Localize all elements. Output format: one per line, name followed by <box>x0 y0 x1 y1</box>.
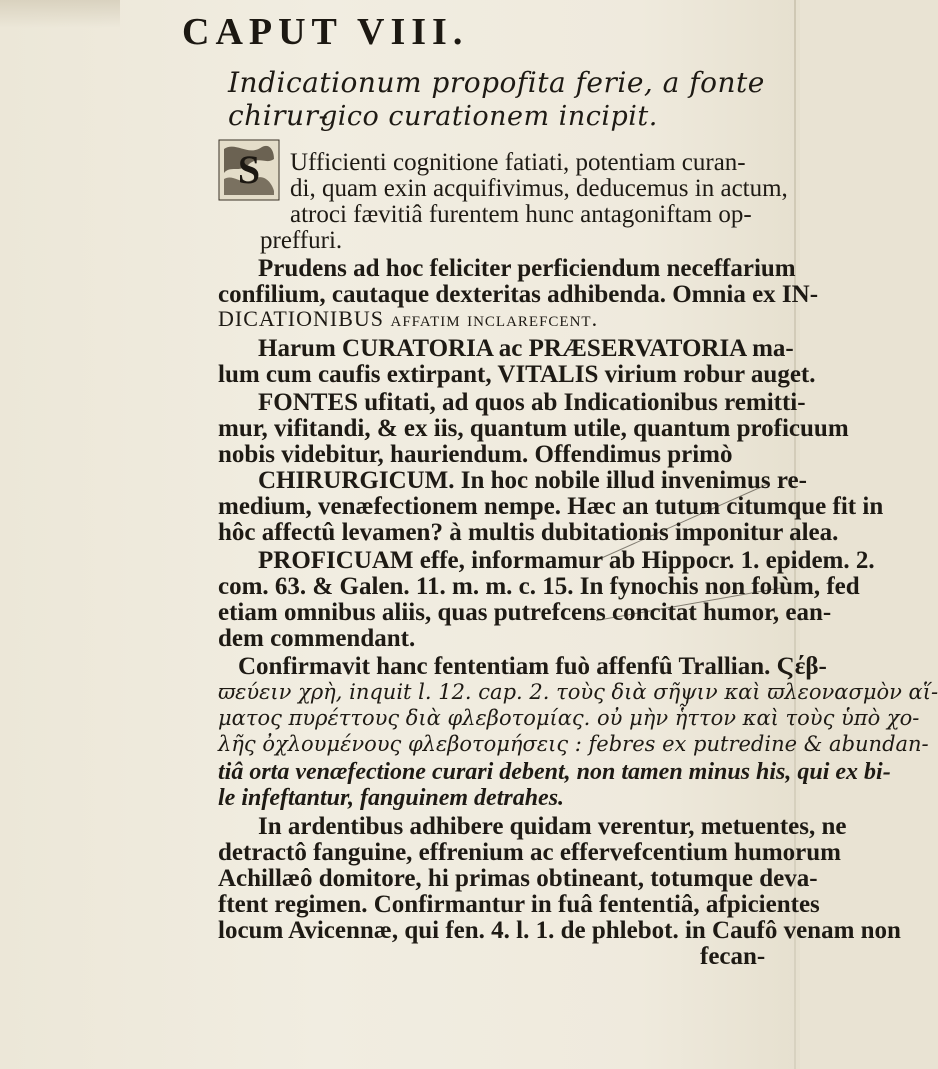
text-line: locum Avicennæ, qui fen. 4. l. 1. de phlebot. in Caufô venam non <box>218 917 901 944</box>
text-line: preffuri. <box>260 227 343 254</box>
text-line: confilium, cautaque dexteritas adhibenda. Omnia ex IN- <box>218 281 819 308</box>
text-line: Ufficienti cognitione fatiati, potentiam curan- <box>290 149 746 176</box>
text-line: Achillæô domitore, hi primas obtineant, totumque deva- <box>218 865 818 892</box>
text-line: DICATIONIBUS affatim inclarefcent. <box>218 306 599 331</box>
text-line: tiâ orta venæfectione curari debent, non tamen minus his, qui ex bi- <box>218 759 891 785</box>
catchword: fecan- <box>700 943 766 970</box>
page-stain <box>0 0 120 28</box>
text-line: ftent regimen. Confirmantur in fuâ fententiâ, afpicientes <box>218 891 820 918</box>
text-line: etiam omnibus aliis, quas putrefcens concitat humor, ean- <box>218 599 832 626</box>
text-line: le infeftantur, fanguinem detrahes. <box>218 785 565 811</box>
text-line: PROFICUAM effe, informamur ab Hippocr. 1. epidem. 2. <box>258 547 875 574</box>
text-line: Harum CURATORIA ac PRÆSERVATORIA ma- <box>258 335 794 362</box>
greek-line: λῆς ὀχλουμένους φλεβοτομήσεις : febres ex putredine & abundan- <box>218 732 929 756</box>
initial-letter: S <box>237 147 261 192</box>
text-line: nobis videbitur, hauriendum. Offendimus primò <box>218 441 733 468</box>
text-line: com. 63. & Galen. 11. m. m. c. 15. In fynochis non folùm, fed <box>218 573 860 600</box>
text-line: medium, venæfectionem nempe. Hæc an tutum citumque fit in <box>218 493 884 520</box>
text-line: lum cum caufis extirpant, VITALIS virium robur auget. <box>218 361 816 388</box>
text-line: atroci fævitiâ furentem hunc antagoniftam op- <box>290 201 752 228</box>
text-line: dem commendant. <box>218 625 416 652</box>
chapter-subtitle-line-2: gico curationem incipit. <box>320 101 658 132</box>
text-line: Confirmavit hanc fententiam fuò affenfû Trallian. Ϛέβ- <box>238 653 827 680</box>
text-line: mur, vifitandi, & ex iis, quantum utile, quantum proficuum <box>218 415 849 442</box>
chapter-subtitle-line-1: Indicationum propofita ferie, a fonte chirur- <box>228 66 765 132</box>
text-line: detractô fanguine, effrenium ac effervefcentium humorum <box>218 839 841 866</box>
decorated-initial-ornament <box>218 139 280 201</box>
text-line: In ardentibus adhibere quidam verentur, metuentes, ne <box>258 813 847 840</box>
greek-line: ϖεύειν χρὴ, inquit l. 12. cap. 2. τοὺς διὰ σῆψιν καὶ ϖλεονασμὸν αἵ- <box>218 680 938 704</box>
text-line: Prudens ad hoc feliciter perficiendum neceffarium <box>258 255 796 282</box>
text-line: di, quam exin acquifivimus, deducemus in actum, <box>290 175 788 202</box>
text-line: FONTES ufitati, ad quos ab Indicationibus remitti- <box>258 389 806 416</box>
greek-line: ματος πυρέττους διὰ φλεβοτομίας. οὐ μὴν ἧττον καὶ τοὺς ὑπὸ χο- <box>218 706 920 730</box>
text-line: CHIRURGICUM. In hoc nobile illud invenimus re- <box>258 467 807 494</box>
text-line: hôc affectû levamen? à multis dubitationis imponitur alea. <box>218 519 839 546</box>
chapter-title: CAPUT VIII. <box>182 11 469 53</box>
